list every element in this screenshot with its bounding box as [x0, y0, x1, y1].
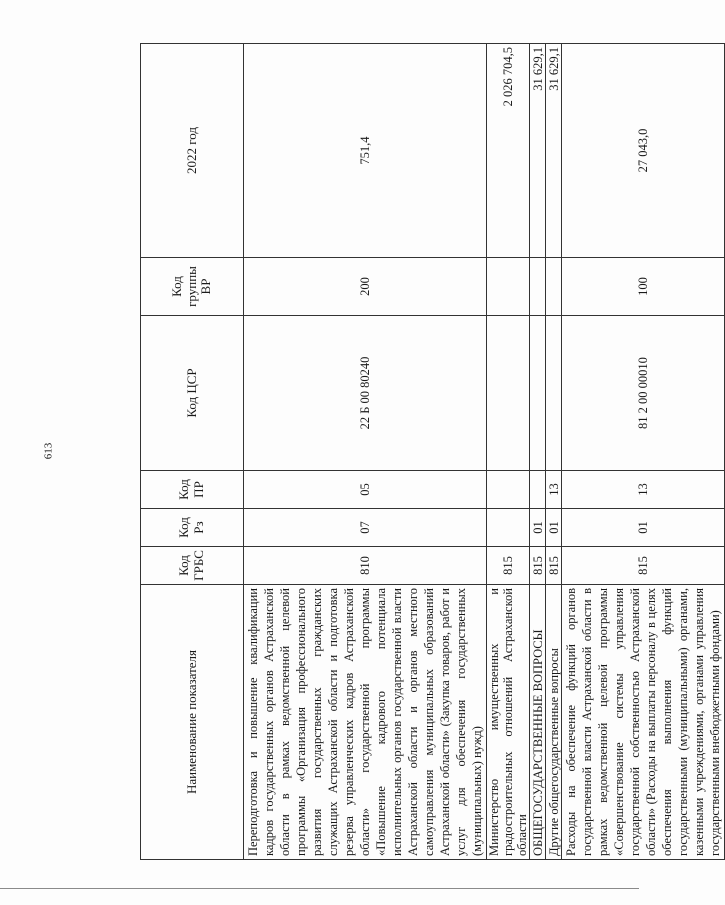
row-vr — [546, 258, 562, 316]
row-rz: 01 — [546, 509, 562, 547]
header-year: 2022 год — [141, 44, 244, 258]
bottom-rule — [0, 888, 639, 889]
table-row — [546, 44, 562, 860]
row-vr — [487, 258, 530, 316]
row-name: Министерство имущественных и градостроительных отношений Астраханской области — [487, 585, 530, 860]
row-csr — [487, 316, 530, 471]
row-rz: 01 — [562, 509, 725, 547]
row-grbs: 815 — [562, 547, 725, 585]
row-grbs: 815 — [530, 547, 546, 585]
row-pr — [530, 471, 546, 509]
row-pr: 13 — [546, 471, 562, 509]
row-vr: 100 — [562, 258, 725, 316]
row-rz: 01 — [530, 509, 546, 547]
table-row — [562, 44, 725, 860]
header-rz: Код Рз — [141, 509, 244, 547]
page-number: 613 — [42, 442, 55, 460]
header-pr: Код ПР — [141, 471, 244, 509]
row-csr: 22 Б 00 80240 — [244, 316, 487, 471]
row-rz — [487, 509, 530, 547]
row-amount: 751,4 — [244, 44, 487, 258]
table-header-row — [141, 44, 244, 860]
row-amount: 27 043,0 — [562, 44, 725, 258]
row-grbs: 815 — [487, 547, 530, 585]
row-grbs: 810 — [244, 547, 487, 585]
header-vr: Код группы ВР — [141, 258, 244, 316]
budget-table — [140, 43, 725, 860]
row-amount: 31 629,1 — [546, 44, 562, 258]
row-csr — [546, 316, 562, 471]
rotated-table-frame — [140, 44, 722, 860]
row-rz: 07 — [244, 509, 487, 547]
row-amount: 31 629,1 — [530, 44, 546, 258]
header-csr: Код ЦСР — [141, 316, 244, 471]
row-vr — [530, 258, 546, 316]
row-pr: 13 — [562, 471, 725, 509]
row-name: Другие общегосударственные вопросы — [546, 585, 562, 860]
header-grbs: Код ГРБС — [141, 547, 244, 585]
row-vr: 200 — [244, 258, 487, 316]
row-csr — [530, 316, 546, 471]
row-name: ОБЩЕГОСУДАРСТВЕННЫЕ ВОПРОСЫ — [530, 585, 546, 860]
row-name: Переподготовка и повышение квалификации кадров государственных органов Астраханской области в рамках ведомственной целевой программы «Организация профессионального развития государственных гражданских служащих Астраханской области и подготовка резерва управленческих кадров Астраханской области» государственной программы «Повышение кадрового потенциала исполнительных органов государственной власти Астраханской области и органов местного самоуправления муниципальных образований Астраханской области» (Закупка товаров, работ и услуг для обеспечения государственных (муниципальных) нужд) — [244, 585, 487, 860]
row-amount: 2 026 704,5 — [487, 44, 530, 258]
row-name: Расходы на обеспечение функций органов государственной власти Астраханской области в рамках ведомственной целевой программы «Совершенствование системы управления государственной собственностью Астраханской области» (Расходы на выплаты персоналу в целях обеспечения выполнения функций государственными (муниципальными) органами, казенными учреждениями, органами управления государственными внебюджетными фондами) — [562, 585, 725, 860]
table-row — [530, 44, 546, 860]
header-name: Наименование показателя — [141, 585, 244, 860]
table-row — [244, 44, 487, 860]
rotated-table-container — [140, 44, 722, 860]
row-pr — [487, 471, 530, 509]
row-pr: 05 — [244, 471, 487, 509]
row-grbs: 815 — [546, 547, 562, 585]
table-row — [487, 44, 530, 860]
row-csr: 81 2 00 00010 — [562, 316, 725, 471]
